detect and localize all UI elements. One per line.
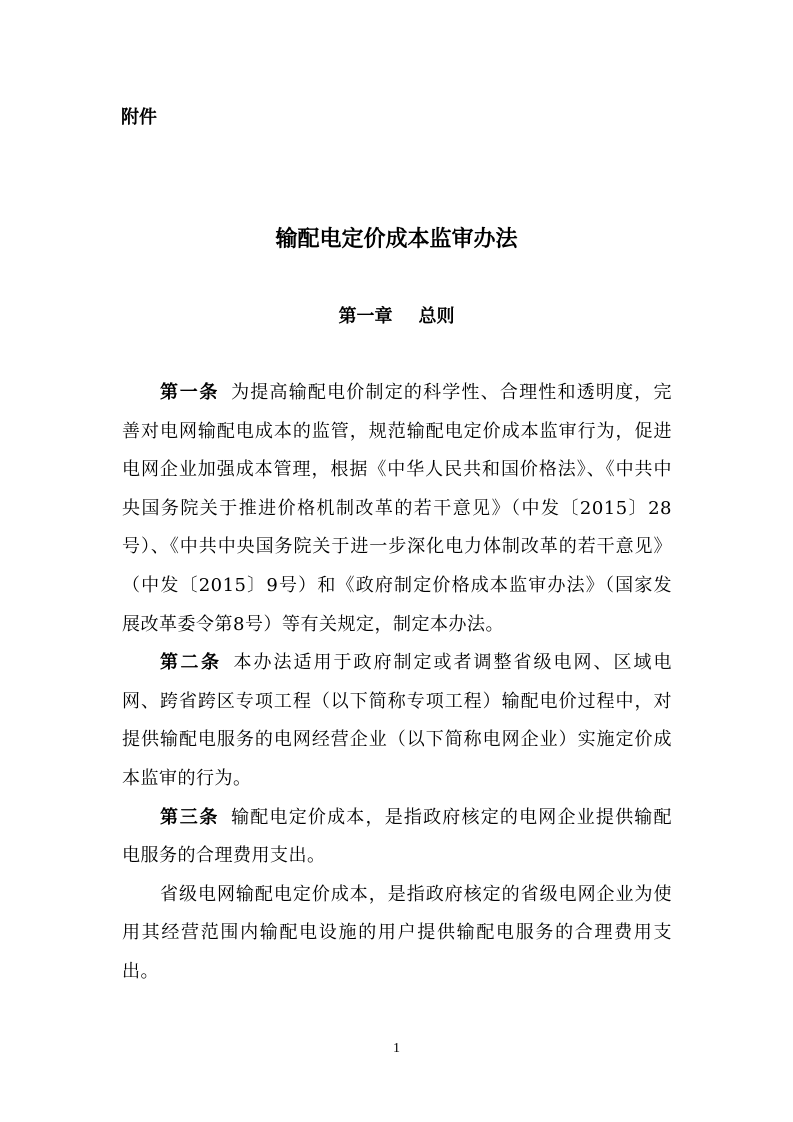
- document-body: [122, 374, 672, 992]
- chapter-name: 总则: [418, 306, 455, 327]
- chapter-number: 第一章: [338, 306, 393, 327]
- chapter-heading: [0, 304, 793, 330]
- article-label: 第二条: [160, 652, 222, 674]
- article-text: 为提高输配电价制定的科学性、合理性和透明度，完善对电网输配电成本的监管，规范输配电定价成本监审行为，促进电网企业加强成本管理，根据《中华人民共和国价格法》、《中共中央国务院关于推进价格机制改革的若干意见》（中发〔2015〕28号）、《中共中央国务院关于进一步深化电力体制改革的若干意见》（中发〔2015〕9号）和《政府制定价格成本监审办法》（国家发展改革委令第8号）等有关规定，制定本办法。: [122, 382, 673, 635]
- article-text: 输配电定价成本，是指政府核定的电网企业提供输配电服务的合理费用支出。: [122, 806, 673, 867]
- page-number: 1: [393, 1041, 400, 1056]
- article-text: 本办法适用于政府制定或者调整省级电网、区域电网、跨省跨区专项工程（以下简称专项工程）输配电价过程中，对提供输配电服务的电网经营企业（以下简称电网企业）实施定价成本监审的行为。: [122, 652, 672, 789]
- article-2: [122, 644, 672, 798]
- paragraph: 省级电网输配电定价成本，是指政府核定的省级电网企业为使用其经营范围内输配电设施的用户提供输配电服务的合理费用支出。: [122, 883, 672, 982]
- article-label: 第一条: [160, 382, 220, 403]
- article-label: 第三条: [160, 806, 220, 828]
- article-3: [122, 799, 672, 876]
- document-title: 输配电定价成本监审办法: [275, 227, 518, 252]
- article-1: [122, 374, 672, 644]
- attachment-label: 附件: [121, 107, 157, 128]
